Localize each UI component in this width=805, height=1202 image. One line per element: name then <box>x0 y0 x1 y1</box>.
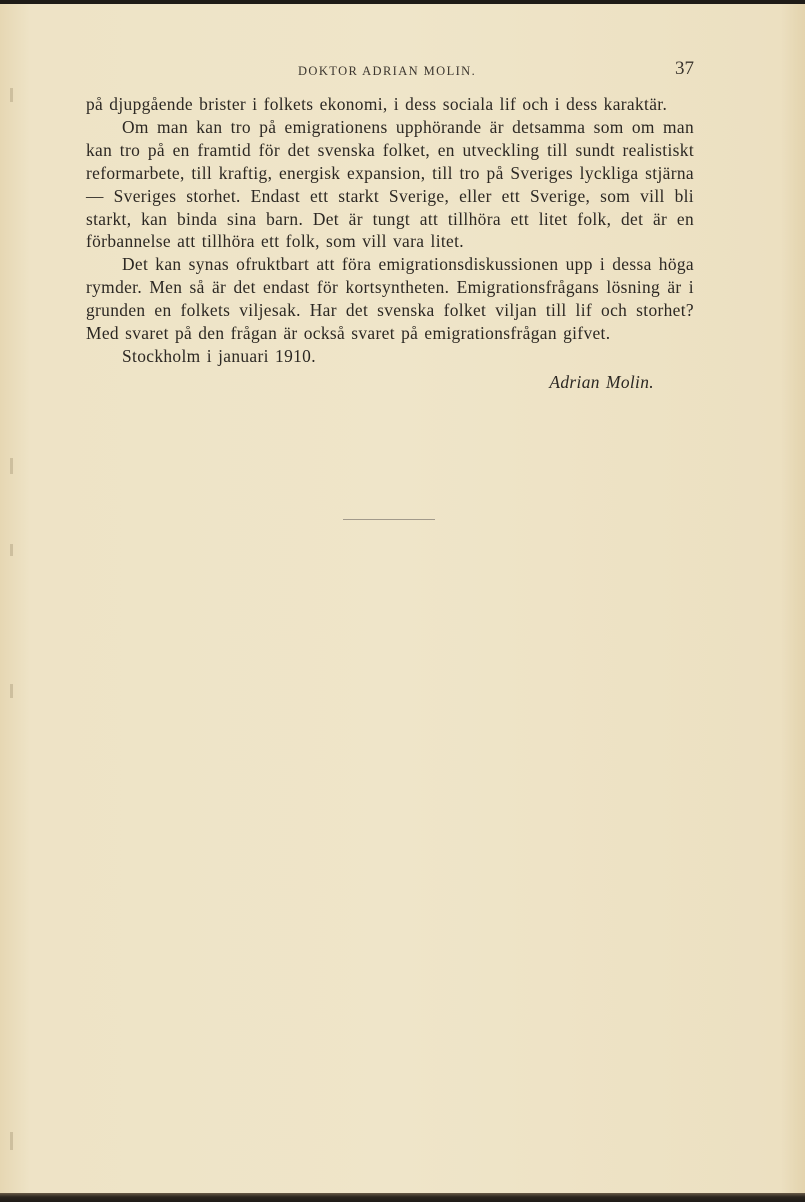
paragraph-3: Det kan synas ofruktbart att föra emigrationsdiskussionen upp i dessa höga rymder. Men så är det endast för kortsyntheten. Emigrationsfrågans lösning är i grunden en folkets viljesak. Har det svenska folket viljan till lif och storhet? Med svaret på den frågan är också svaret på emigrationsfrågan gifvet. <box>86 254 694 344</box>
gutter-mark <box>10 88 13 102</box>
paragraph-2: Om man kan tro på emigrationens upphörande är detsamma som om man kan tro på en framtid för det svenska folket, en utveckling till sundt realistiskt reformarbete, till kraftig, energisk expansion, till tro på Sveriges lyckliga stjärna — Sveriges storhet. Endast ett starkt Sverige, eller ett Sverige, som vill bli starkt, kan binda sina barn. Det är tungt att tillhöra ett litet folk, det är en förbannelse att tillhöra ett folk, som vill vara litet. <box>86 116 694 252</box>
gutter-mark <box>10 458 13 474</box>
running-header <box>86 58 694 82</box>
bottom-page-edge <box>0 1193 805 1202</box>
dateline: Stockholm i januari 1910. <box>122 345 316 366</box>
paragraph-1: på djupgående brister i folkets ekonomi, i dess sociala lif och i dess karaktär. <box>86 94 668 114</box>
gutter-mark <box>10 1132 13 1150</box>
gutter-mark <box>10 684 13 698</box>
end-rule <box>343 519 435 520</box>
top-page-edge <box>0 0 805 4</box>
body-text <box>86 93 694 394</box>
running-title: DOKTOR ADRIAN MOLIN. <box>298 64 477 78</box>
gutter-mark <box>10 544 13 556</box>
page-number: 37 <box>675 58 694 79</box>
signature: Adrian Molin. <box>549 371 654 392</box>
